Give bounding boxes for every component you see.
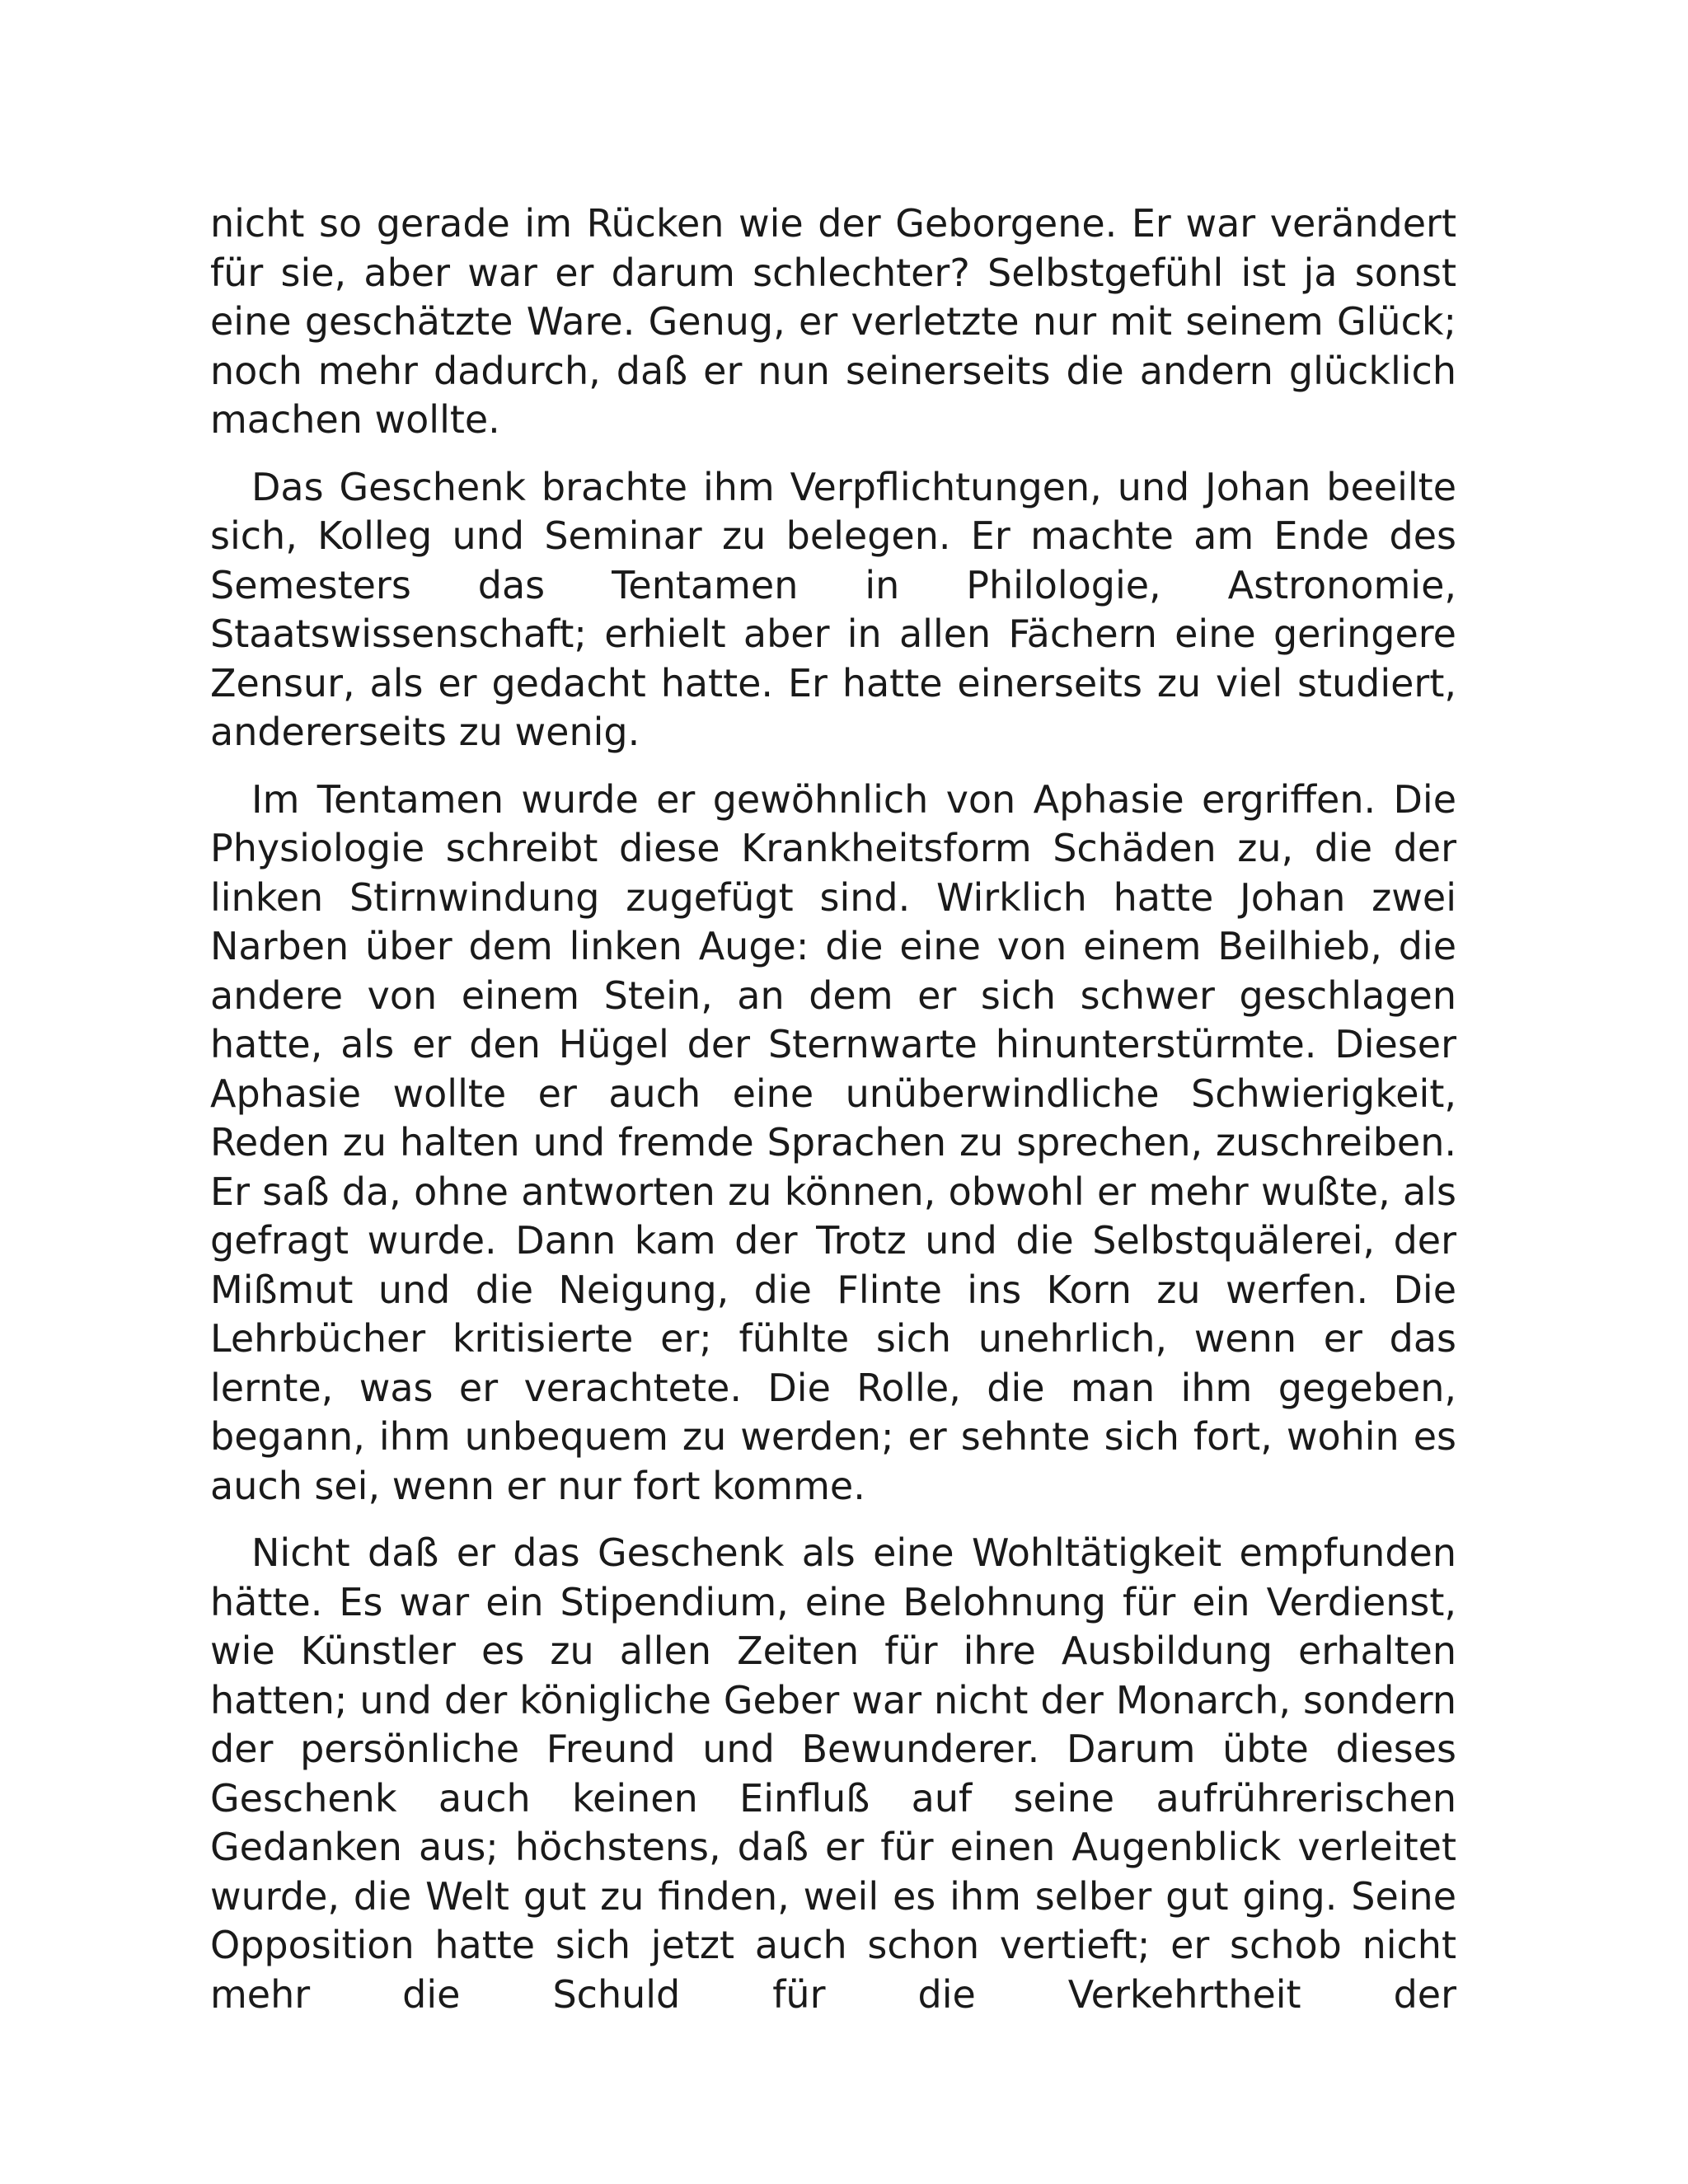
paragraph-4: Nicht daß er das Geschenk als eine Wohltätigkeit empfunden hätte. Es war ein Stipendium, eine Belohnung für ein Verdienst, wie Künstler es zu allen Zeiten für ihre Ausbildung erhalten hatten; und der königliche Geber war nicht der Monarch, sondern der persönliche Freund und Bewunderer. Darum übte dieses Geschenk auch keinen Einfluß auf seine aufrührerischen Gedanken aus; höchstens, daß er für einen Augenblick verleitet wurde, die Welt gut zu finden, weil es ihm selber gut ging. Seine Opposition hatte sich jetzt auch schon vertieft; er schob nicht mehr die Schuld für die Verkehrtheit der (210, 1530, 1456, 2017)
paragraph-3: Im Tentamen wurde er gewöhnlich von Aphasie ergriffen. Die Physiologie schreibt diese Krankheitsform Schäden zu, die der linken Stirnwindung zugefügt sind. Wirklich hatte Johan zwei Narben über dem linken Auge: die eine von einem Beilhieb, die andere von einem Stein, an dem er sich schwer geschlagen hatte, als er den Hügel der Sternwarte hinunterstürmte. Dieser Aphasie wollte er auch eine unüberwindliche Schwierigkeit, Reden zu halten und fremde Sprachen zu sprechen, zuschreiben. Er saß da, ohne antworten zu können, obwohl er mehr wußte, als gefragt wurde. Dann kam der Trotz und die Selbstquälerei, der Mißmut und die Neigung, die Flinte ins Korn zu werfen. Die Lehrbücher kritisierte er; fühlte sich unehrlich, wenn er das lernte, was er verachtete. Die Rolle, die man ihm gegeben, begann, ihm unbequem zu werden; er sehnte sich fort, wohin es auch sei, wenn er nur fort komme. (210, 776, 1456, 1508)
paragraph-2: Das Geschenk brachte ihm Verpflichtungen, und Johan beeilte sich, Kolleg und Seminar zu belegen. Er machte am Ende des Semesters das Tentamen in Philologie, Astronomie, Staatswissenschaft; erhielt aber in allen Fächern eine geringere Zensur, als er gedacht hatte. Er hatte einerseits zu viel studiert, andererseits zu wenig. (210, 464, 1456, 754)
document-page (210, 199, 1456, 2037)
paragraph-1: nicht so gerade im Rücken wie der Geborgene. Er war verändert für sie, aber war er darum schlechter? Selbstgefühl ist ja sonst eine geschätzte Ware. Genug, er verletzte nur mit seinem Glück; noch mehr dadurch, daß er nun seinerseits die andern glücklich machen wollte. (210, 201, 1456, 442)
